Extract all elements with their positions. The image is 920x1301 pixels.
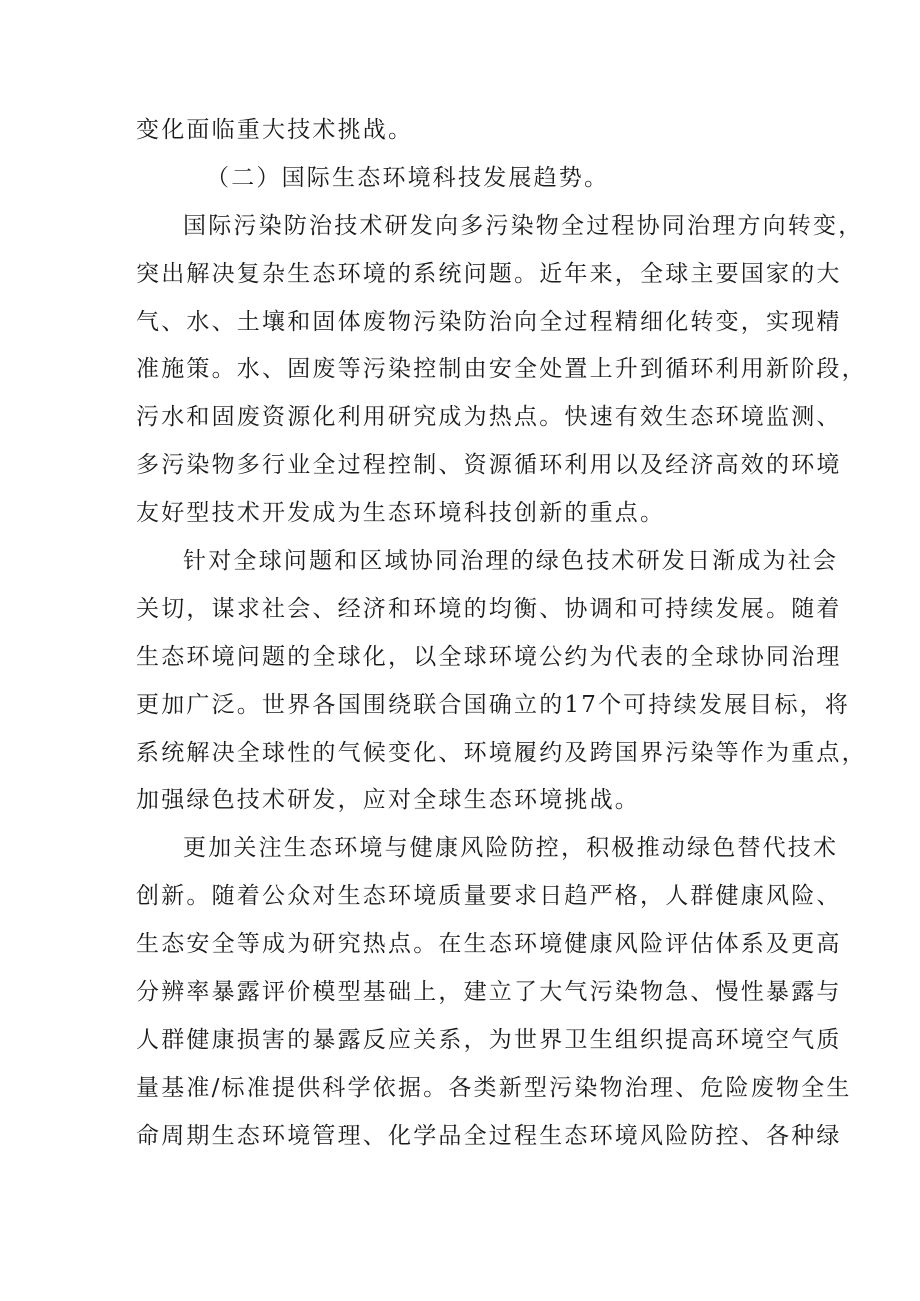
text-line: 更加关注生态环境与健康风险防控，积极推动绿色替代技术 — [183, 835, 839, 862]
text-line: 生态环境问题的全球化，以全球环境公约为代表的全球协同治理 — [136, 643, 842, 670]
text-line: 创新。随着公众对生态环境质量要求日趋严格，人群健康风险、 — [136, 883, 842, 910]
text-line: 更加广泛。世界各国围绕联合国确立的17个可持续发展目标，将 — [136, 691, 851, 718]
text-line: 分辨率暴露评价模型基础上，建立了大气污染物急、慢性暴露与 — [136, 979, 842, 1006]
text-line: 突出解决复杂生态环境的系统问题。近年来，全球主要国家的大 — [136, 260, 842, 287]
section-heading — [136, 160, 796, 196]
text-line: 人群健康损害的暴露反应关系，为世界卫生组织提高环境空气质 — [136, 1026, 842, 1053]
text-line: 加强绿色技术研发，应对全球生态环境挑战。 — [136, 787, 640, 814]
text-line: 多污染物多行业全过程控制、资源循环利用以及经济高效的环境 — [136, 452, 842, 479]
document-body — [136, 112, 867, 1166]
text-line: 准施策。水、固废等污染控制由安全处置上升到循环利用新阶段， — [136, 356, 867, 383]
heading-line: （二）国际生态环境科技发展趋势。 — [206, 164, 610, 191]
paragraph-pollution-control-trend — [136, 208, 867, 531]
text-line: 气、水、土壤和固体废物污染防治向全过程精细化转变，实现精 — [136, 308, 842, 335]
paragraph-continuation — [136, 112, 796, 148]
text-line: 量基准/标准提供科学依据。各类新型污染物治理、危险废物全生 — [136, 1074, 852, 1101]
paragraph-health-risk — [136, 830, 852, 1153]
text-line: 系统解决全球性的气候变化、环境履约及跨国界污染等作为重点， — [136, 739, 867, 766]
text-line: 关切，谋求社会、经济和环境的均衡、协调和可持续发展。随着 — [136, 595, 842, 622]
text-line: 污水和固废资源化利用研究成为热点。快速有效生态环境监测、 — [136, 404, 842, 431]
text-line: 生态安全等成为研究热点。在生态环境健康风险评估体系及更高 — [136, 931, 842, 958]
text-line: 变化面临重大技术挑战。 — [136, 117, 414, 143]
text-line: 国际污染防治技术研发向多污染物全过程协同治理方向转变， — [183, 212, 864, 239]
text-line: 命周期生态环境管理、化学品全过程生态环境风险防控、各种绿 — [136, 1122, 842, 1149]
paragraph-global-governance — [136, 543, 867, 818]
text-line: 友好型技术开发成为生态环境科技创新的重点。 — [136, 500, 666, 527]
text-line: 针对全球问题和区域协同治理的绿色技术研发日渐成为社会 — [183, 548, 839, 575]
